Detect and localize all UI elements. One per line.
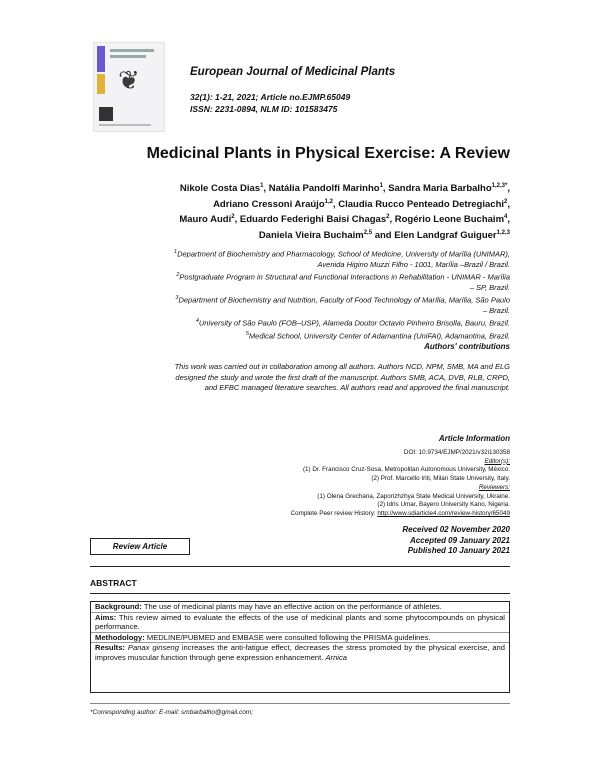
affiliation-sup: 1 — [174, 249, 178, 255]
review-history-link[interactable]: http://www.sdiarticle4.com/review-history/65049 — [377, 509, 510, 517]
article-info-heading: Article Information — [438, 434, 510, 443]
contributions-heading: Authors' contributions — [424, 342, 510, 351]
article-info — [90, 449, 510, 519]
author-name: Natália Pandolfi Marinho — [268, 183, 380, 195]
author-name: Mauro Audi — [179, 214, 232, 226]
journal-volume-line: 32(1): 1-21, 2021; Article no.EJMP.65049 — [190, 92, 351, 102]
author-line: Adriano Cressoni Araújo$^{1,2}$, Claudia Rucco Penteado Detregiachi$^2$, — [213, 198, 510, 210]
affiliation-line: $^5$Medical School, University Center of Adamantina (UniFAI), Adamantina, Brazil. — [245, 331, 510, 341]
affiliation-sup: 4 — [195, 318, 199, 325]
reviewer-item: (2) Idris Umar, Bayero University Kano, Nigeria. — [377, 501, 510, 509]
received-date: Received 02 November 2020 — [402, 525, 510, 534]
author-affiliation-sup: 2,5 — [363, 229, 373, 236]
journal-title: European Journal of Medicinal Plants — [190, 66, 396, 78]
contribution-line: This work was carried out in collaboration among all authors. Authors NCD, NPM, SMB, MA and ELG — [174, 362, 510, 371]
author-name: Adriano Cressoni Araújo — [213, 198, 325, 210]
qr-code-icon — [99, 107, 113, 121]
author-name: Sandra Maria Barbalho — [388, 183, 492, 195]
affiliation-sup: 2 — [176, 272, 180, 279]
affiliation-sup: 3 — [175, 295, 179, 302]
author-name: Rogério Leone Buchaim — [394, 214, 505, 226]
author-affiliation-sup: 2 — [504, 198, 508, 205]
corresponding-author-footnote: *Corresponding author: E-mail: smbarbalho@gmail.com; — [90, 709, 254, 716]
reviewers-label: Reviewers: — [478, 483, 510, 491]
affiliation-sup: 5 — [245, 331, 249, 338]
accepted-date: Accepted 09 January 2021 — [409, 535, 510, 545]
contribution-line: designed the study and wrote the first draft of the manuscript. Authors SMB, ACA, DVB, RLB, CRPD, — [175, 372, 510, 382]
reviewer-item: (1) Olena Grechana, Zaporizhzhya State Medical University, Ukraine. — [317, 492, 510, 500]
affiliation-line: $^2$Postgraduate Program in Structural and Functional Interactions in Rehabilitation - UNIMAR - Marília — [176, 272, 510, 282]
affiliations — [90, 247, 510, 342]
editors-label: Editor(s): — [484, 457, 510, 465]
abstract-section-label: Aims: — [95, 612, 117, 622]
footnote-divider — [90, 703, 510, 704]
affiliation-line: $^3$Department of Biochemistry and Nutrition, Faculty of Food Technology of Marília, Marília, São Paulo — [175, 295, 510, 305]
affiliation-line: – SP, Brazil. — [469, 282, 510, 292]
author-name: Daniela Vieira Buchaim — [258, 230, 364, 242]
contributions-text — [90, 362, 510, 394]
abstract-heading: ABSTRACT — [90, 578, 137, 588]
affiliation-line: $^1$Department of Biochemistry and Pharmacology, School of Medicine, University of Marília (UNIMAR), — [174, 249, 510, 259]
author-line: Nikole Costa Dias$^1$, Natália Pandolfi Marinho$^1$, Sandra Maria Barbalho$^{1,2,3*}$, — [179, 183, 510, 195]
affiliation-line: Avenida Higino Muzzi Filho - 1001, Marília –Brazil / Brazil. — [317, 259, 510, 269]
published-date: Published 10 January 2021 — [407, 546, 510, 555]
affiliation-line: $^4$University of São Paulo (FOB–USP), Alameda Doutor Octavio Pinheiro Brisolla, Bauru, Brazil. — [195, 318, 510, 328]
abstract-section: Results: Panax ginseng increases the anti-fatigue effect, decreases the stress promoted by the physical exercise, and improves muscular function through gene expression enhancement. Arnica — [95, 643, 505, 662]
author-name: Claudia Rucco Penteado Detregiachi — [338, 198, 505, 210]
abstract-section-label: Background: — [95, 602, 142, 611]
author-line: Daniela Vieira Buchaim$^{2,5}$ and Elen Landgraf Guiguer$^{1,2,3}$ — [258, 229, 510, 242]
publication-dates — [250, 525, 510, 557]
article-type-badge: Review Article — [90, 538, 190, 555]
author-affiliation-sup: 1,2,3* — [491, 183, 508, 189]
abstract-box — [90, 601, 510, 693]
doi: DOI: 10.9734/EJMP/2021/v32i130358 — [403, 449, 510, 456]
abstract-section: Background: The use of medicinal plants may have an effective action on the performance of athletes. — [91, 602, 509, 613]
author-affiliation-sup: 4 — [504, 214, 508, 221]
journal-cover-image — [93, 42, 165, 132]
author-name: Elen Landgraf Guiguer — [394, 230, 497, 242]
author-affiliation-sup: 1 — [260, 183, 264, 189]
journal-issn-line: ISSN: 2231-0894, NLM ID: 101583475 — [190, 104, 338, 114]
abstract-section-label: Methodology: — [95, 632, 145, 642]
plant-icon: ❦ — [118, 65, 140, 95]
author-list — [90, 180, 510, 243]
abstract-section: Aims: This review aimed to evaluate the effects of the use of medicinal plants and some phytocompounds on physical performance. — [91, 613, 509, 633]
author-name: Eduardo Federighi Baisi Chagas — [239, 214, 387, 226]
article-title: Medicinal Plants in Physical Exercise: A Review — [146, 145, 510, 162]
editor-item: (1) Dr. Francisco Cruz-Sosa, Metropolitan Autonomous University, México. — [302, 466, 510, 474]
author-affiliation-sup: 1 — [379, 183, 383, 189]
divider — [90, 593, 510, 594]
author-affiliation-sup: 1,2 — [324, 198, 333, 205]
editor-item: (2) Prof. Marcello Iriti, Milan State University, Italy. — [371, 475, 510, 483]
author-line: Mauro Audi$^2$, Eduardo Federighi Baisi Chagas$^2$, Rogério Leone Buchaim$^4$, — [179, 214, 510, 226]
author-name: Nikole Costa Dias — [179, 183, 261, 195]
contribution-line: and EFBC managed literature searches. All authors read and approved the final manuscript. — [204, 383, 510, 392]
abstract-section: Methodology: MEDLINE/PUBMED and EMBASE were consulted following the PRISMA guidelines. — [91, 633, 509, 644]
divider — [90, 566, 510, 567]
affiliation-line: – Brazil. — [482, 305, 510, 315]
author-affiliation-sup: 2 — [231, 214, 235, 221]
author-affiliation-sup: 1,2,3 — [496, 229, 510, 236]
author-affiliation-sup: 2 — [386, 214, 390, 221]
abstract-section-label: Results: — [95, 643, 125, 653]
review-history-label: Complete Peer review History: — [290, 509, 378, 517]
